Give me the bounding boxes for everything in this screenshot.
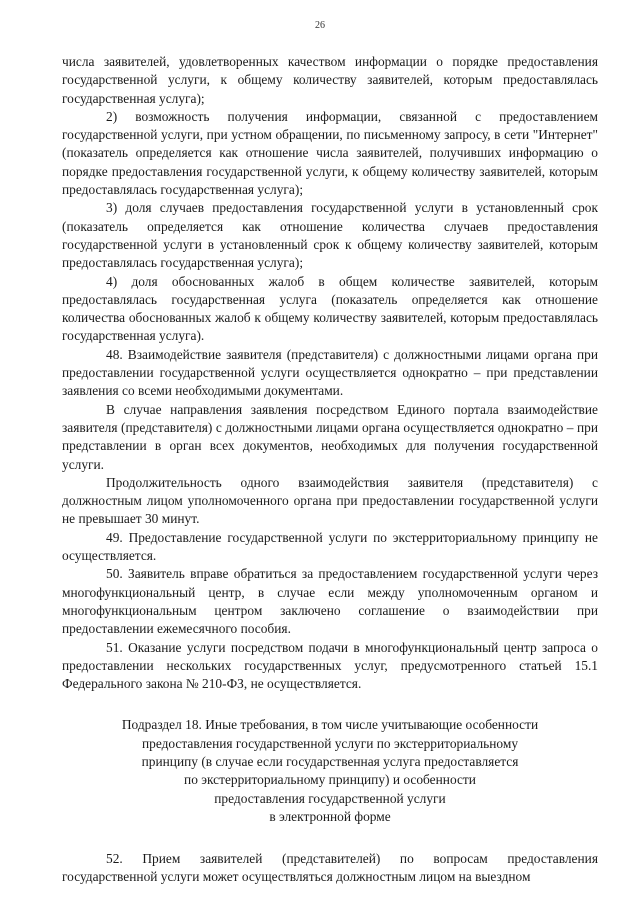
paragraph: 3) доля случаев предоставления государственной услуги в установленный срок (показатель определяется как отношение количества случаев предоставления государственной услуги в установленный срок к общему количеству заявителей, которым предоставлялась государственная услуга); xyxy=(62,200,598,271)
paragraphs-bottom xyxy=(62,850,598,887)
paragraph: 4) доля обоснованных жалоб в общем количестве заявителей, которым предоставлялась государственная услуга (показатель определяется как отношение количества обоснованных жалоб к общему количеству заявителей, которым предоставлялась государственная услуга). xyxy=(62,273,598,344)
page-number: 26 xyxy=(315,20,325,31)
paragraph: 2) возможность получения информации, связанной с предоставлением государственной услуги, при устном обращении, по письменному запросу, в сети "Интернет" (показатель определяется как отношение числа заявителей, получивших информацию о порядке предоставления государственной услуги, к общему количеству заявителей, которым предоставлялась государственная услуга); xyxy=(62,108,598,198)
paragraph: Продолжительность одного взаимодействия заявителя (представителя) с должностным лицом уполномоченного органа при предоставлении государственной услуги не превышает 30 минут. xyxy=(62,474,598,527)
subsection-heading-line: предоставления государственной услуги по экстерриториальному xyxy=(141,735,519,751)
subsection-heading-line: по экстерриториальному принципу) и особенности xyxy=(184,772,476,788)
subsection-heading-line: предоставления государственной услуги xyxy=(214,790,446,806)
subsection-heading xyxy=(62,716,598,826)
subsection-heading-line: принципу (в случае если государственная услуга предоставляется xyxy=(141,753,519,769)
paragraphs-top xyxy=(62,53,598,693)
paragraph: 49. Предоставление государственной услуги по экстерриториальному принципу не осуществляется. xyxy=(62,529,598,564)
paragraph: 48. Взаимодействие заявителя (представителя) с должностными лицами органа при предоставлении государственной услуги осуществляется однократно – при представлении заявления со всеми необходимыми документами. xyxy=(62,346,598,399)
page-content xyxy=(62,53,598,887)
subsection-heading-line: Подраздел 18. Иные требования, в том числе учитывающие особенности xyxy=(121,717,539,733)
subsection-heading-line: в электронной форме xyxy=(269,808,391,824)
paragraph: 52. Прием заявителей (представителей) по вопросам предоставления государственной услуги может осуществляться должностным лицом на выездном xyxy=(62,851,598,885)
paragraph: числа заявителей, удовлетворенных качеством информации о порядке предоставления государственной услуги, к общему количеству заявителей, которым предоставлялась государственная услуга); xyxy=(62,54,598,106)
paragraph: В случае направления заявления посредством Единого портала взаимодействие заявителя (представителя) с должностными лицами органа осуществляется однократно – при представлении в орган всех документов, необходимых для получения государственной услуги. xyxy=(62,401,598,472)
paragraph: 50. Заявитель вправе обратиться за предоставлением государственной услуги через многофункциональный центр, в случае если между уполномоченным органом и многофункциональным центром заключено соглашение о взаимодействии при предоставлении ежемесячного пособия. xyxy=(62,566,598,637)
paragraph: 51. Оказание услуги посредством подачи в многофункциональный центр запроса о предоставлении нескольких государственных услуг, предусмотренного статьей 15.1 Федерального закона № 210-ФЗ, не осуществляется. xyxy=(62,639,598,692)
